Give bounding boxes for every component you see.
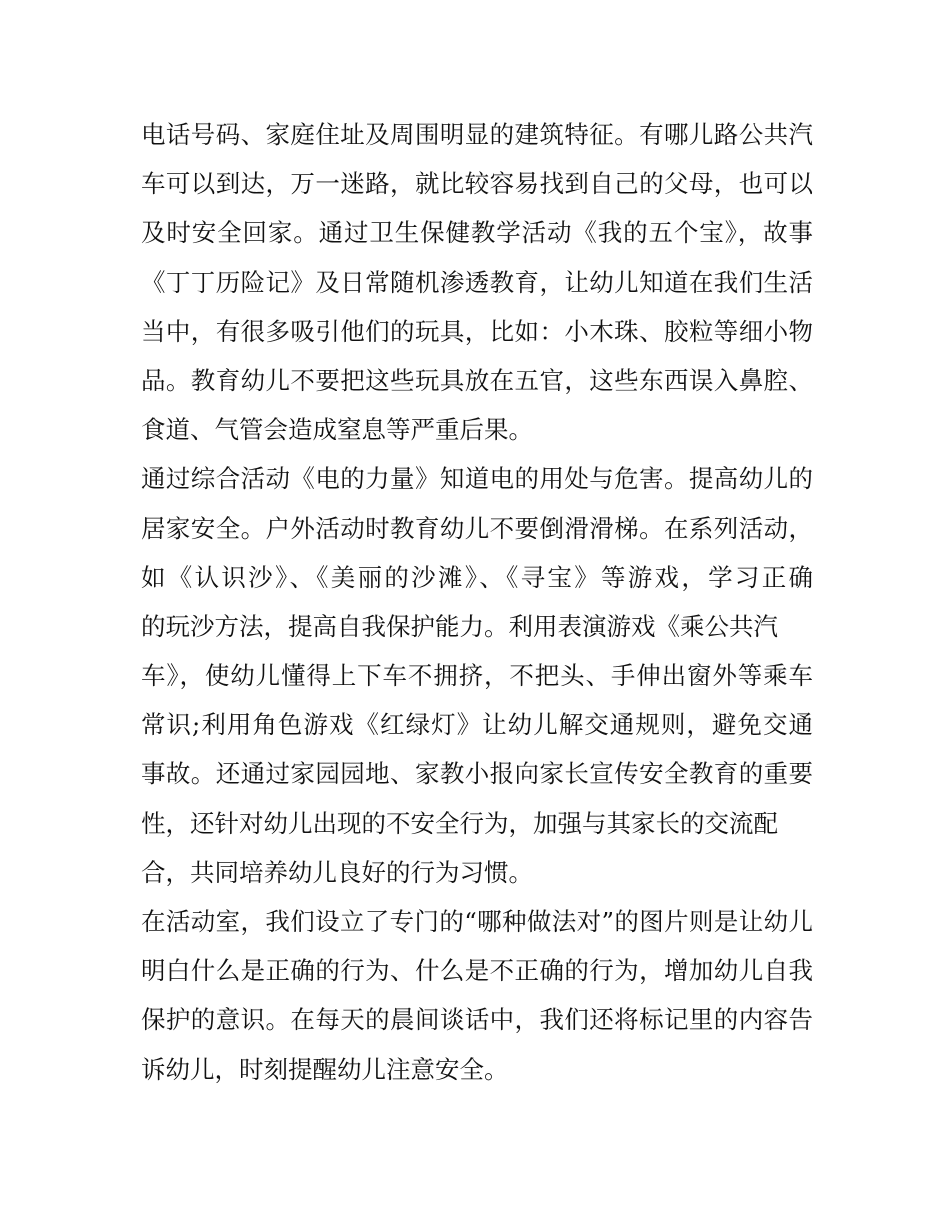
text-line: 常识;利用角色游戏《红绿灯》让幼儿解交通规则，避免交通 [141, 710, 813, 740]
paragraph-1 [141, 110, 813, 454]
text-line: 保护的意识。在每天的晨间谈话中，我们还将标记里的内容告 [141, 1005, 813, 1035]
paragraph-2 [141, 454, 813, 897]
text-line: 的玩沙方法，提高自我保护能力。利用表演游戏《乘公共汽 [141, 611, 778, 641]
text-line: 通过综合活动《电的力量》知道电的用处与危害。提高幼儿的 [141, 464, 813, 494]
text-line: 电话号码、家庭住址及周围明显的建筑特征。有哪儿路公共汽 [141, 120, 813, 149]
text-line: 品。教育幼儿不要把这些玩具放在五官，这些东西误入鼻腔、 [141, 365, 813, 395]
text-line: 诉幼儿，时刻提醒幼儿注意安全。 [141, 1054, 509, 1084]
text-line: 性，还针对幼儿出现的不安全行为，加强与其家长的交流配 [141, 808, 778, 838]
text-line: 车可以到达，万一迷路，就比较容易找到自己的父母，也可以 [141, 169, 813, 199]
document-body [141, 110, 813, 1094]
text-line: 《丁丁历险记》及日常随机渗透教育，让幼儿知道在我们生活 [141, 267, 813, 297]
text-line: 合，共同培养幼儿良好的行为习惯。 [141, 857, 533, 887]
text-line: 当中，有很多吸引他们的玩具，比如：小木珠、胶粒等细小物 [141, 316, 813, 346]
paragraph-3 [141, 897, 813, 1094]
text-line: 在活动室，我们设立了专门的“哪种做法对”的图片则是让幼儿 [141, 907, 813, 936]
text-line: 事故。还通过家园园地、家教小报向家长宣传安全教育的重要 [141, 759, 813, 789]
text-line: 居家安全。户外活动时教育幼儿不要倒滑滑梯。在系列活动， [141, 513, 813, 543]
text-line: 食道、气管会造成窒息等严重后果。 [141, 415, 533, 445]
text-line: 明白什么是正确的行为、什么是不正确的行为，增加幼儿自我 [141, 956, 813, 986]
text-line: 如《认识沙》、《美丽的沙滩》、《寻宝》等游戏，学习正确 [141, 562, 813, 592]
text-line: 及时安全回家。通过卫生保健教学活动《我的五个宝》，故事 [141, 218, 813, 248]
text-line: 车》，使幼儿懂得上下车不拥挤，不把头、手伸出窗外等乘车 [141, 661, 813, 691]
